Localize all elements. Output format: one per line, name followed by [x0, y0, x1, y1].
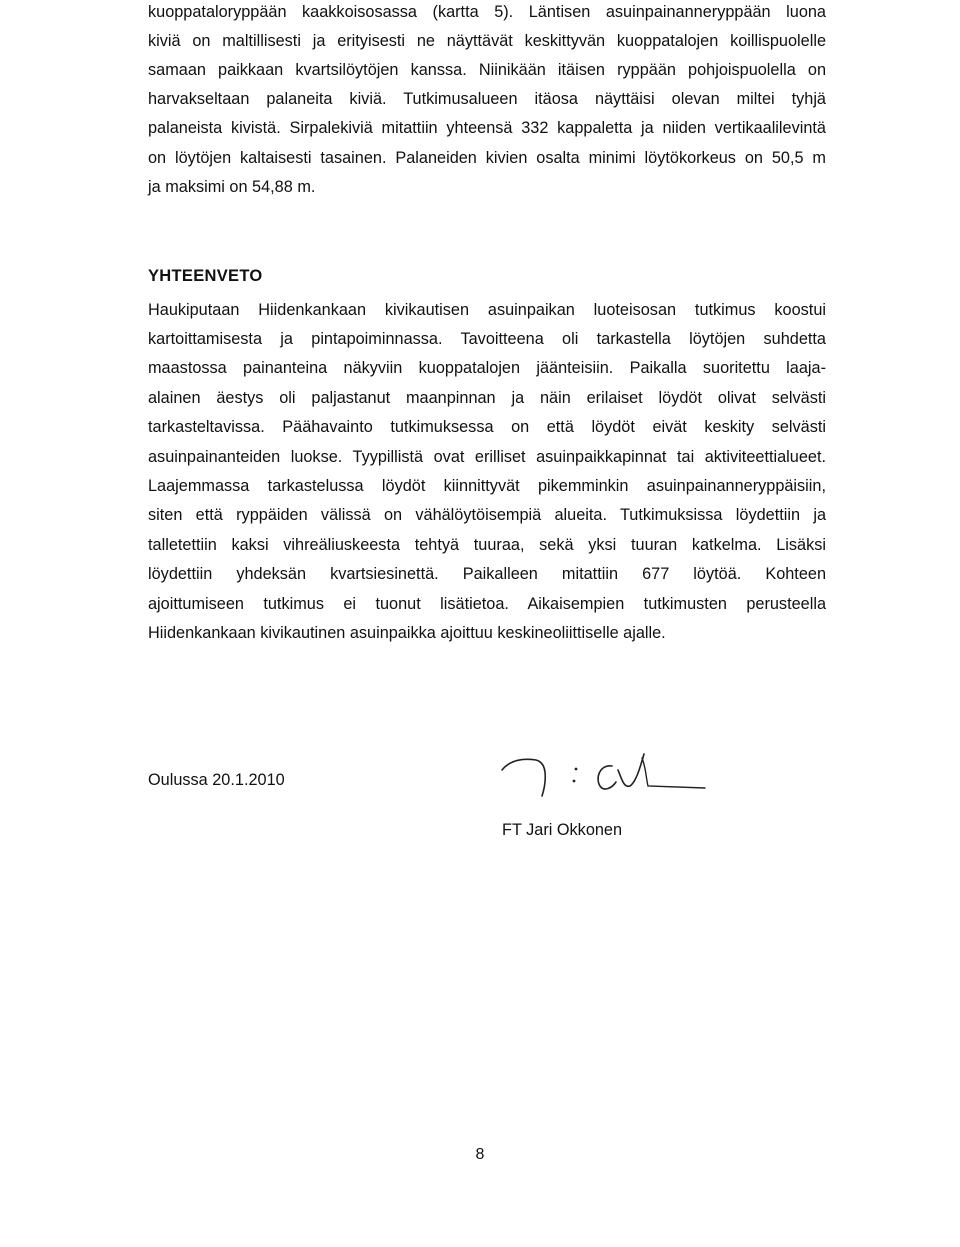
paragraph-line: kuoppataloryppään kaakkoisosassa (kartta 5). Läntisen asuinpainanneryppään luona	[148, 3, 826, 21]
summary-line: Laajemmassa tarkastelussa löydöt kiinnittyvät pikemminkin asuinpainanneryppäisiin,	[148, 477, 826, 495]
summary-line: Hiidenkankaan kivikautinen asuinpaikka ajoittuu keskineoliittiselle ajalle.	[148, 624, 666, 642]
summary-line: löydettiin yhdeksän kvartsiesinettä. Paikalleen mitattiin 677 löytöä. Kohteen	[148, 565, 826, 583]
summary-line: maastossa painanteina näkyviin kuoppatalojen jäänteisiin. Paikalla suoritettu laaja-	[148, 359, 826, 377]
summary-line: ajoittumiseen tutkimus ei tuonut lisätietoa. Aikaisempien tutkimusten perusteella	[148, 595, 826, 613]
place-date: Oulussa 20.1.2010	[148, 771, 285, 789]
summary-line: Haukiputaan Hiidenkankaan kivikautisen asuinpaikan luoteisosan tutkimus koostui	[148, 301, 826, 319]
summary-line: tarkasteltavissa. Päähavainto tutkimuksessa on että löydöt eivät keskity selvästi	[148, 418, 826, 436]
summary-line: talletettiin kaksi vihreäliuskeesta tehtyä tuuraa, sekä yksi tuuran katkelma. Lisäksi	[148, 536, 826, 554]
paragraph-line: harvakseltaan palaneita kiviä. Tutkimusalueen itäosa näyttäisi olevan miltei tyhjä	[148, 90, 826, 108]
handwritten-signature	[500, 748, 710, 808]
paragraph-line: samaan paikkaan kvartsilöytöjen kanssa. Niinikään itäisen ryppään pohjoispuolella on	[148, 61, 826, 79]
summary-line: siten että ryppäiden välissä on vähälöytöisempiä alueita. Tutkimuksissa löydettiin ja	[148, 506, 826, 524]
paragraph-line: palaneista kivistä. Sirpalekiviä mitattiin yhteensä 332 kappaletta ja niiden vertikaalilevintä	[148, 119, 826, 137]
paragraph-line: kiviä on maltillisesti ja erityisesti ne näyttävät keskittyvän kuoppatalojen koillispuolelle	[148, 32, 826, 50]
summary-heading: YHTEENVETO	[148, 267, 263, 285]
signer-name: FT Jari Okkonen	[502, 821, 623, 839]
page-number: 8	[475, 1146, 485, 1163]
summary-line: asuinpainanteiden luokse. Tyypillistä ovat erilliset asuinpaikkapinnat tai aktiviteettialueet.	[148, 448, 826, 466]
summary-line: alainen äestys oli paljastanut maanpinnan ja näin erilaiset löydöt olivat selvästi	[148, 389, 826, 407]
paragraph-line: on löytöjen kaltaisesti tasainen. Palaneiden kivien osalta minimi löytökorkeus on 50,5 m	[148, 149, 826, 167]
paragraph-line: ja maksimi on 54,88 m.	[148, 178, 316, 196]
summary-line: kartoittamisesta ja pintapoiminnassa. Tavoitteena oli tarkastella löytöjen suhdetta	[148, 330, 826, 348]
